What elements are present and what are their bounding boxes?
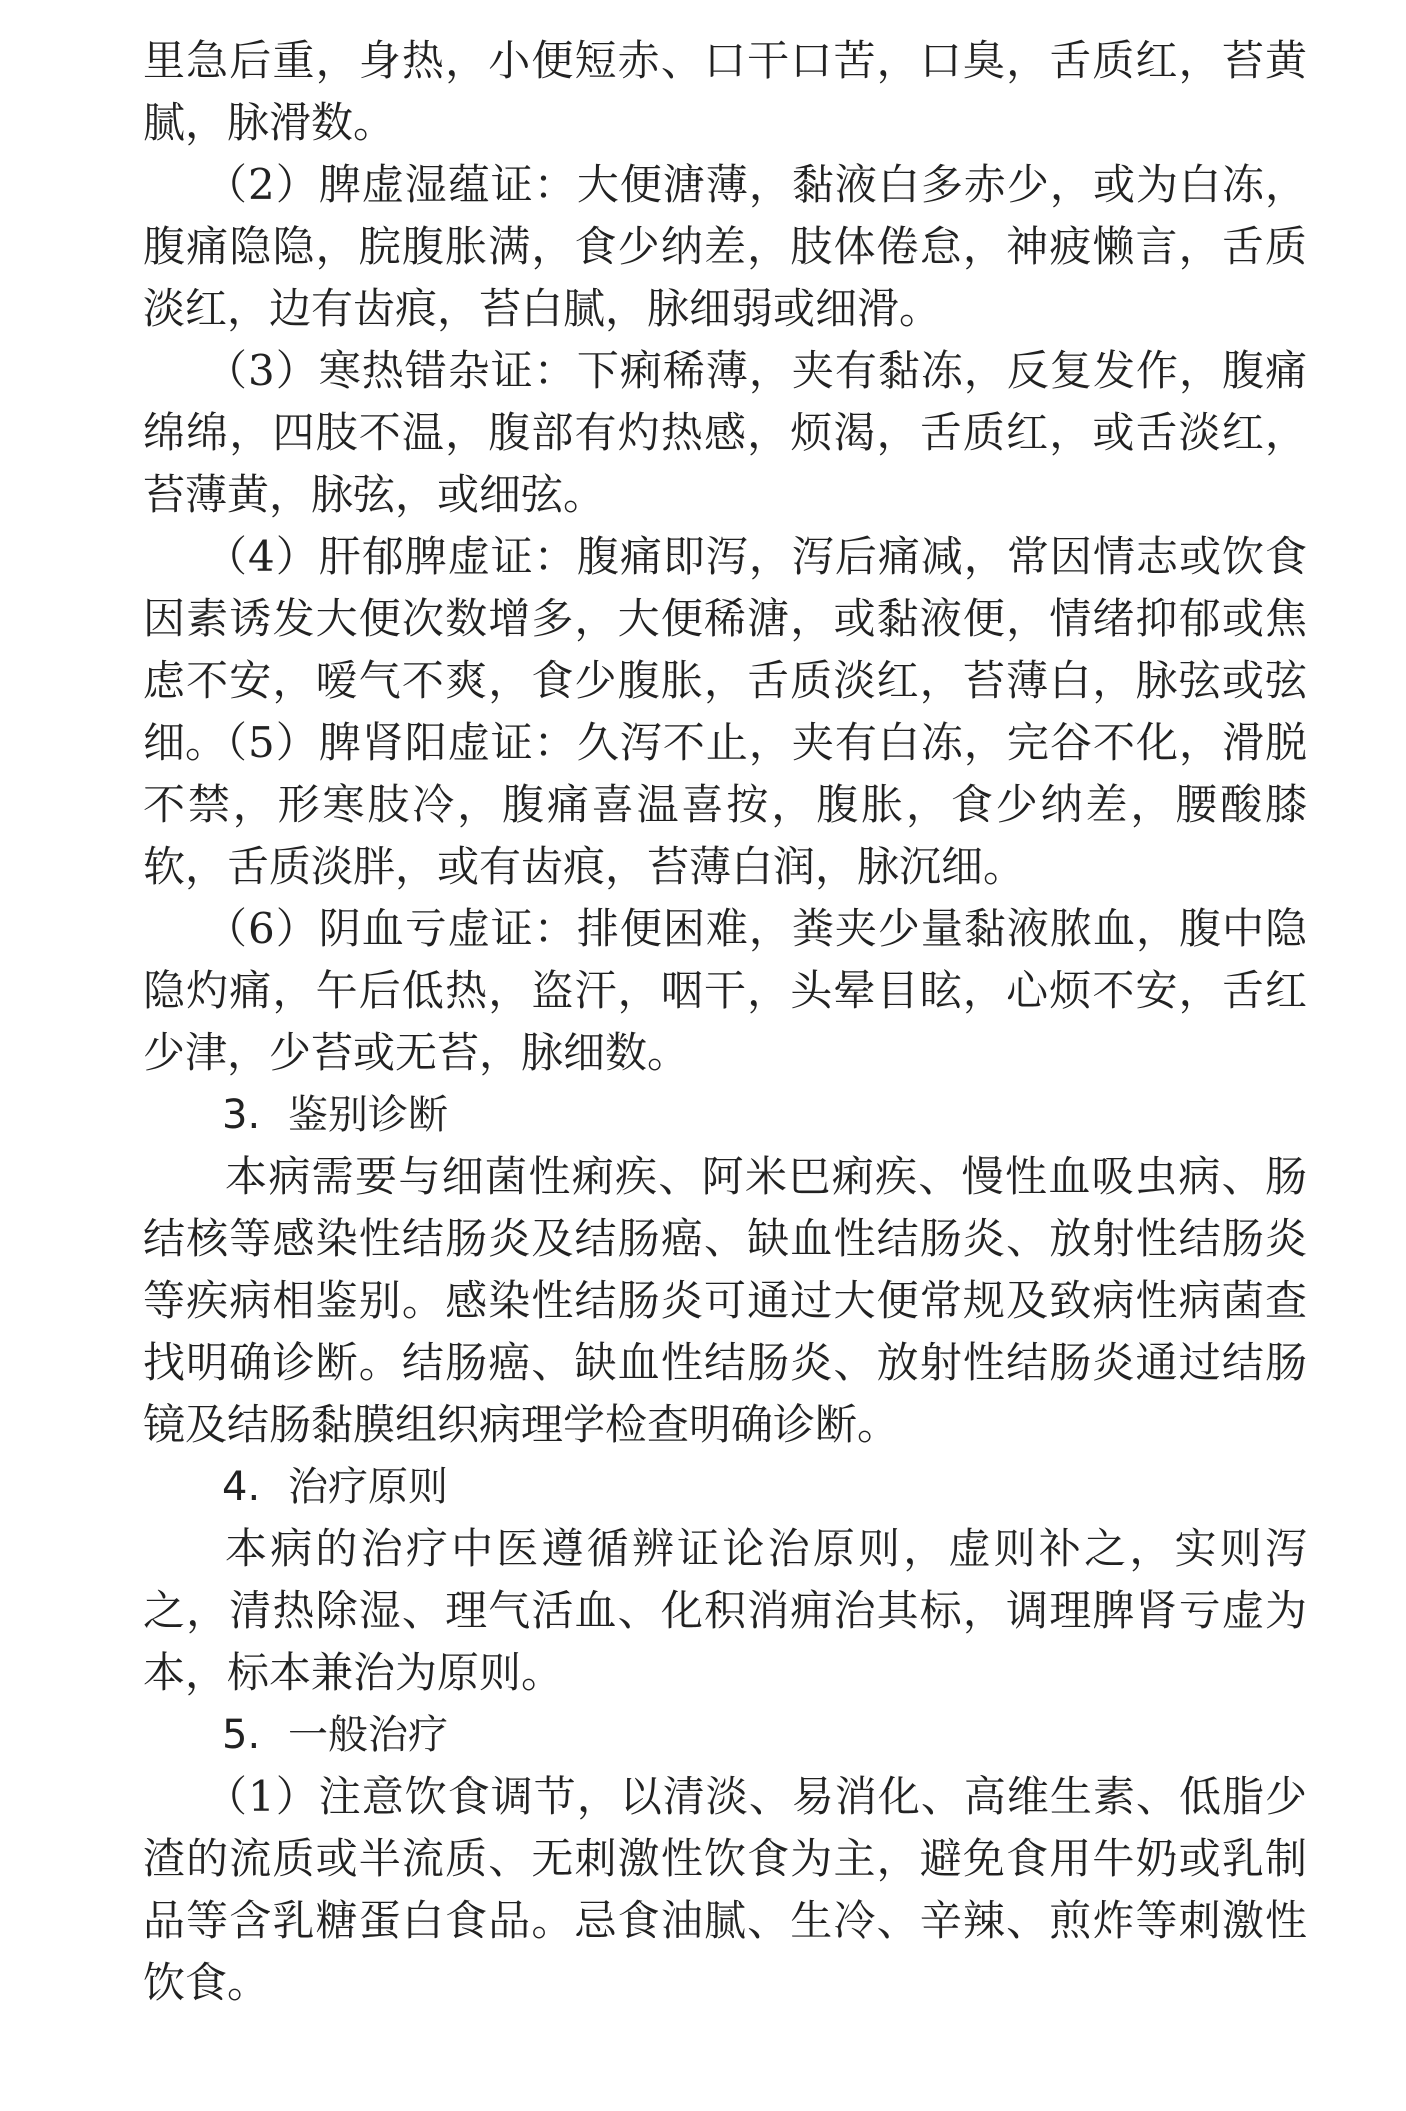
heading-number: 3. [222,1092,261,1138]
paragraph-continuation: 里急后重，身热，小便短赤、口干口苦，口臭，舌质红，苔黄腻，脉滑数。 [143,36,1307,147]
paragraph-spleen-deficiency: （2）脾虚湿蕴证：大便溏薄，黏液白多赤少，或为白冻，腹痛隐隐，脘腹胀满，食少纳差，肢体倦怠，神疲懒言，舌质淡红，边有齿痕，苔白腻，脉细弱或细滑。 [143,160,1307,333]
heading-title: 一般治疗 [288,1712,448,1758]
paragraph-spleen-kidney: （5）脾肾阳虚证：久泻不止，夹有白冻，完谷不化，滑脱不禁，形寒肢冷，腹痛喜温喜按，腹胀，食少纳差，腰酸膝软，舌质淡胖，或有齿痕，苔薄白润，脉沉细。 [143,718,1307,891]
heading-treatment-principle [222,1456,448,1518]
paragraph-treatment-principle: 本病的治疗中医遵循辨证论治原则，虚则补之，实则泻之，清热除湿、理气活血、化积消痈治其标，调理脾肾亏虚为本，标本兼治为原则。 [143,1524,1307,1697]
heading-title: 治疗原则 [288,1464,448,1510]
heading-number: 5. [222,1712,261,1758]
paragraph-cold-heat: （3）寒热错杂证：下痢稀薄，夹有黏冻，反复发作，腹痛绵绵，四肢不温，腹部有灼热感，烦渴，舌质红，或舌淡红，苔薄黄，脉弦，或细弦。 [143,346,1307,519]
paragraph-general-treatment-1: （1）注意饮食调节，以清淡、易消化、高维生素、低脂少渣的流质或半流质、无刺激性饮食为主，避免食用牛奶或乳制品等含乳糖蛋白食品。忌食油腻、生冷、辛辣、煎炸等刺激性饮食。 [143,1772,1307,2007]
heading-general-treatment [222,1704,448,1766]
heading-number: 4. [222,1464,261,1510]
heading-title: 鉴别诊断 [288,1092,448,1138]
paragraph-yin-blood: （6）阴血亏虚证：排便困难，粪夹少量黏液脓血，腹中隐隐灼痛，午后低热，盗汗，咽干，头晕目眩，心烦不安，舌红少津，少苔或无苔，脉细数。 [143,904,1307,1077]
paragraph-differential-diagnosis: 本病需要与细菌性痢疾、阿米巴痢疾、慢性血吸虫病、肠结核等感染性结肠炎及结肠癌、缺血性结肠炎、放射性结肠炎等疾病相鉴别。感染性结肠炎可通过大便常规及致病性病菌查找明确诊断。结肠癌、缺血性结肠炎、放射性结肠炎通过结肠镜及结肠黏膜组织病理学检查明确诊断。 [143,1152,1307,1449]
heading-differential-diagnosis [222,1084,448,1146]
paragraph-liver-spleen: （4）肝郁脾虚证：腹痛即泻，泻后痛减，常因情志或饮食因素诱发大便次数增多，大便稀溏，或黏液便，情绪抑郁或焦虑不安，嗳气不爽，食少腹胀，舌质淡红，苔薄白，脉弦或弦细。 [143,532,1307,767]
